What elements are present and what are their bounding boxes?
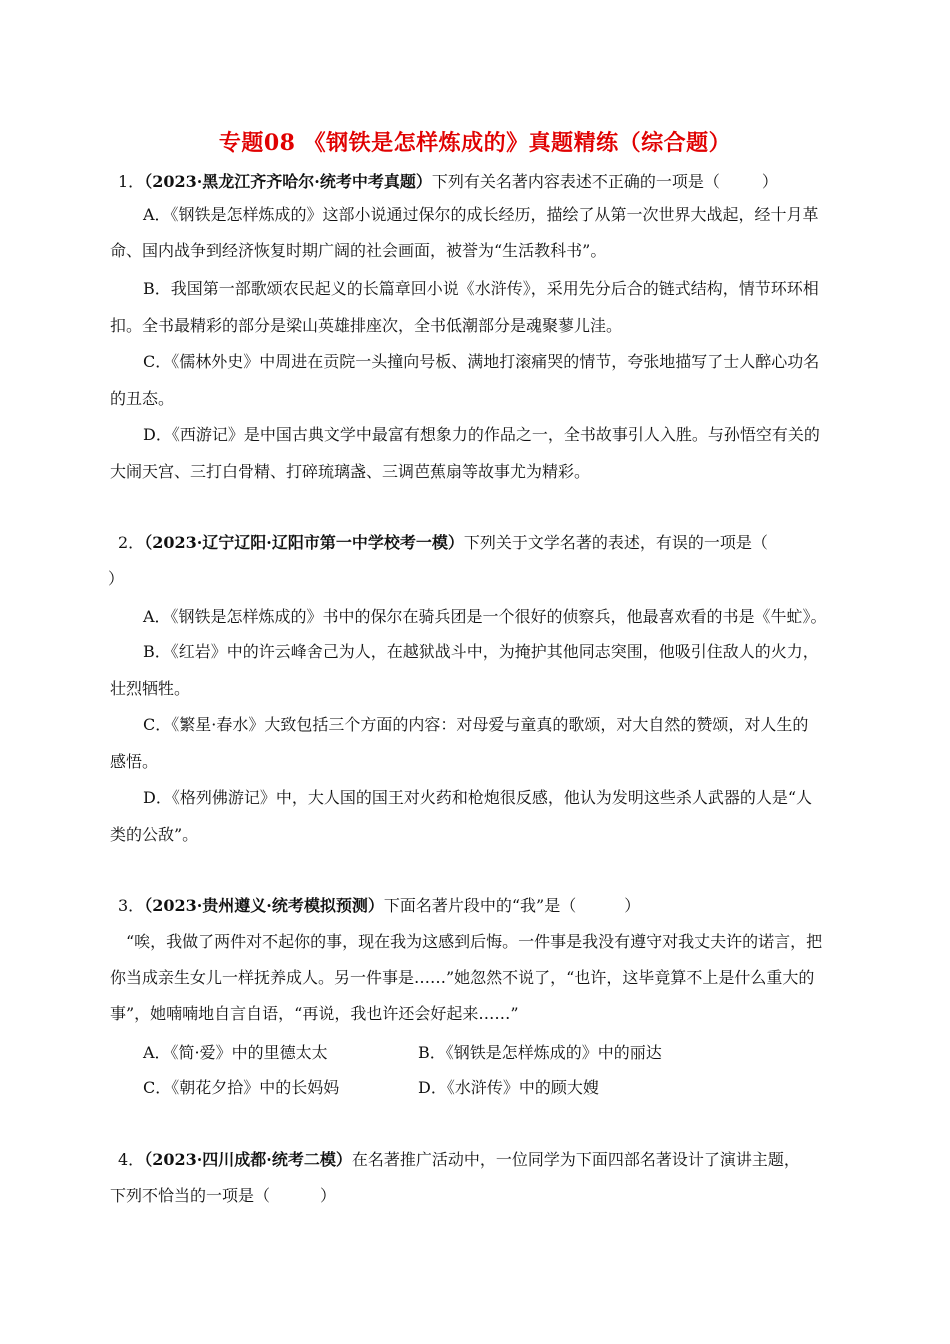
- q1-option-c-line2: 的丑态。: [110, 389, 175, 408]
- question-number: 4．: [118, 1150, 145, 1169]
- question-stem: 在名著推广活动中，一位同学为下面四部名著设计了演讲主题，: [351, 1150, 800, 1169]
- q2-option-d-line2: 类的公敌”。: [110, 825, 199, 844]
- q1-option-d-line1: D．《西游记》是中国古典文学中最富有想象力的作品之一，全书故事引人入胜。与孙悟空有关的: [143, 425, 820, 444]
- question-close-paren: ）: [624, 896, 641, 915]
- question-1-header: [118, 172, 778, 192]
- q1-option-a-line2: 命、国内战争到经济恢复时期广阔的社会画面，被誉为“生活教科书”。: [110, 241, 607, 260]
- question-number: 3．: [118, 896, 145, 915]
- question-4-header: [118, 1150, 800, 1170]
- question-number: 2．: [118, 533, 145, 552]
- q3-option-c: C．《朝花夕拾》中的长妈妈: [143, 1078, 340, 1097]
- question-number: 1．: [118, 172, 145, 191]
- q1-option-b-line2: 扣。全书最精彩的部分是梁山英雄排座次，全书低潮部分是魂聚蓼儿洼。: [110, 316, 623, 335]
- q1-option-b-line1: B．我国第一部歌颂农民起义的长篇章回小说《水浒传》，采用先分后合的链式结构，情节环环相: [143, 279, 819, 298]
- q3-passage-line1: “唉，我做了两件对不起你的事，现在我为这感到后悔。一件事是我没有遵守对我丈夫许的诺言，把: [126, 932, 823, 951]
- q2-option-a-line1: A．《钢铁是怎样炼成的》书中的保尔在骑兵团是一个很好的侦察兵，他最喜欢看的书是《牛虻》。: [143, 607, 827, 626]
- q2-option-b-line2: 壮烈牺牲。: [110, 679, 191, 698]
- q3-option-b: B．《钢铁是怎样炼成的》中的丽达: [418, 1043, 662, 1062]
- q1-option-d-line2: 大闹天宫、三打白骨精、打碎琉璃盏、三调芭蕉扇等故事尤为精彩。: [110, 462, 591, 481]
- q2-option-c-line2: 感悟。: [110, 752, 159, 771]
- question-stem: 下列关于文学名著的表述，有误的一项是（: [463, 533, 768, 552]
- question-close-paren: ）: [761, 172, 778, 191]
- q1-option-a-line1: A．《钢铁是怎样炼成的》这部小说通过保尔的成长经历，描绘了从第一次世界大战起，经十月革: [143, 205, 819, 224]
- question-3-header: [118, 896, 640, 916]
- question-stem-continued: 下列不恰当的一项是（: [110, 1186, 271, 1205]
- q3-option-d: D．《水浒传》中的顾大嫂: [418, 1078, 599, 1097]
- question-stem: 下列有关名著内容表述不正确的一项是（: [431, 172, 720, 191]
- q3-option-a: A．《简·爱》中的里德太太: [143, 1043, 328, 1062]
- question-source: （2023·四川成都·统考二模）: [144, 1150, 352, 1169]
- question-source: （2023·辽宁辽阳·辽阳市第一中学校考一模）: [144, 533, 464, 552]
- question-close-paren: ）: [320, 1186, 337, 1205]
- q3-passage-line2: 你当成亲生女儿一样抚养成人。另一件事是……”她忽然不说了，“也许，这毕竟算不上是什么重大的: [110, 968, 815, 987]
- q1-option-c-line1: C．《儒林外史》中周进在贡院一头撞向号板、满地打滚痛哭的情节，夸张地描写了士人醉心功名: [143, 352, 820, 371]
- question-source: （2023·黑龙江齐齐哈尔·统考中考真题）: [144, 172, 432, 191]
- question-source: （2023·贵州遵义·统考模拟预测）: [144, 896, 384, 915]
- question-2-header: [118, 533, 768, 553]
- question-2-close-paren: ）: [108, 569, 125, 588]
- q2-option-b-line1: B．《红岩》中的许云峰舍己为人，在越狱战斗中，为掩护其他同志突围，他吸引住敌人的火力，: [143, 642, 819, 661]
- question-4-stem-line2: [110, 1186, 336, 1206]
- q3-passage-line3: 事”，她喃喃地自言自语，“再说，我也许还会好起来……”: [110, 1004, 519, 1023]
- q2-option-d-line1: D．《格列佛游记》中，大人国的国王对火药和枪炮很反感，他认为发明这些杀人武器的人是“人: [143, 788, 813, 807]
- q2-option-c-line1: C．《繁星·春水》大致包括三个方面的内容：对母爱与童真的歌颂，对大自然的赞颂，对人生的: [143, 715, 809, 734]
- page-title: 专题08 《钢铁是怎样炼成的》真题精练（综合题）: [218, 130, 732, 156]
- question-stem: 下面名著片段中的“我”是（: [383, 896, 577, 915]
